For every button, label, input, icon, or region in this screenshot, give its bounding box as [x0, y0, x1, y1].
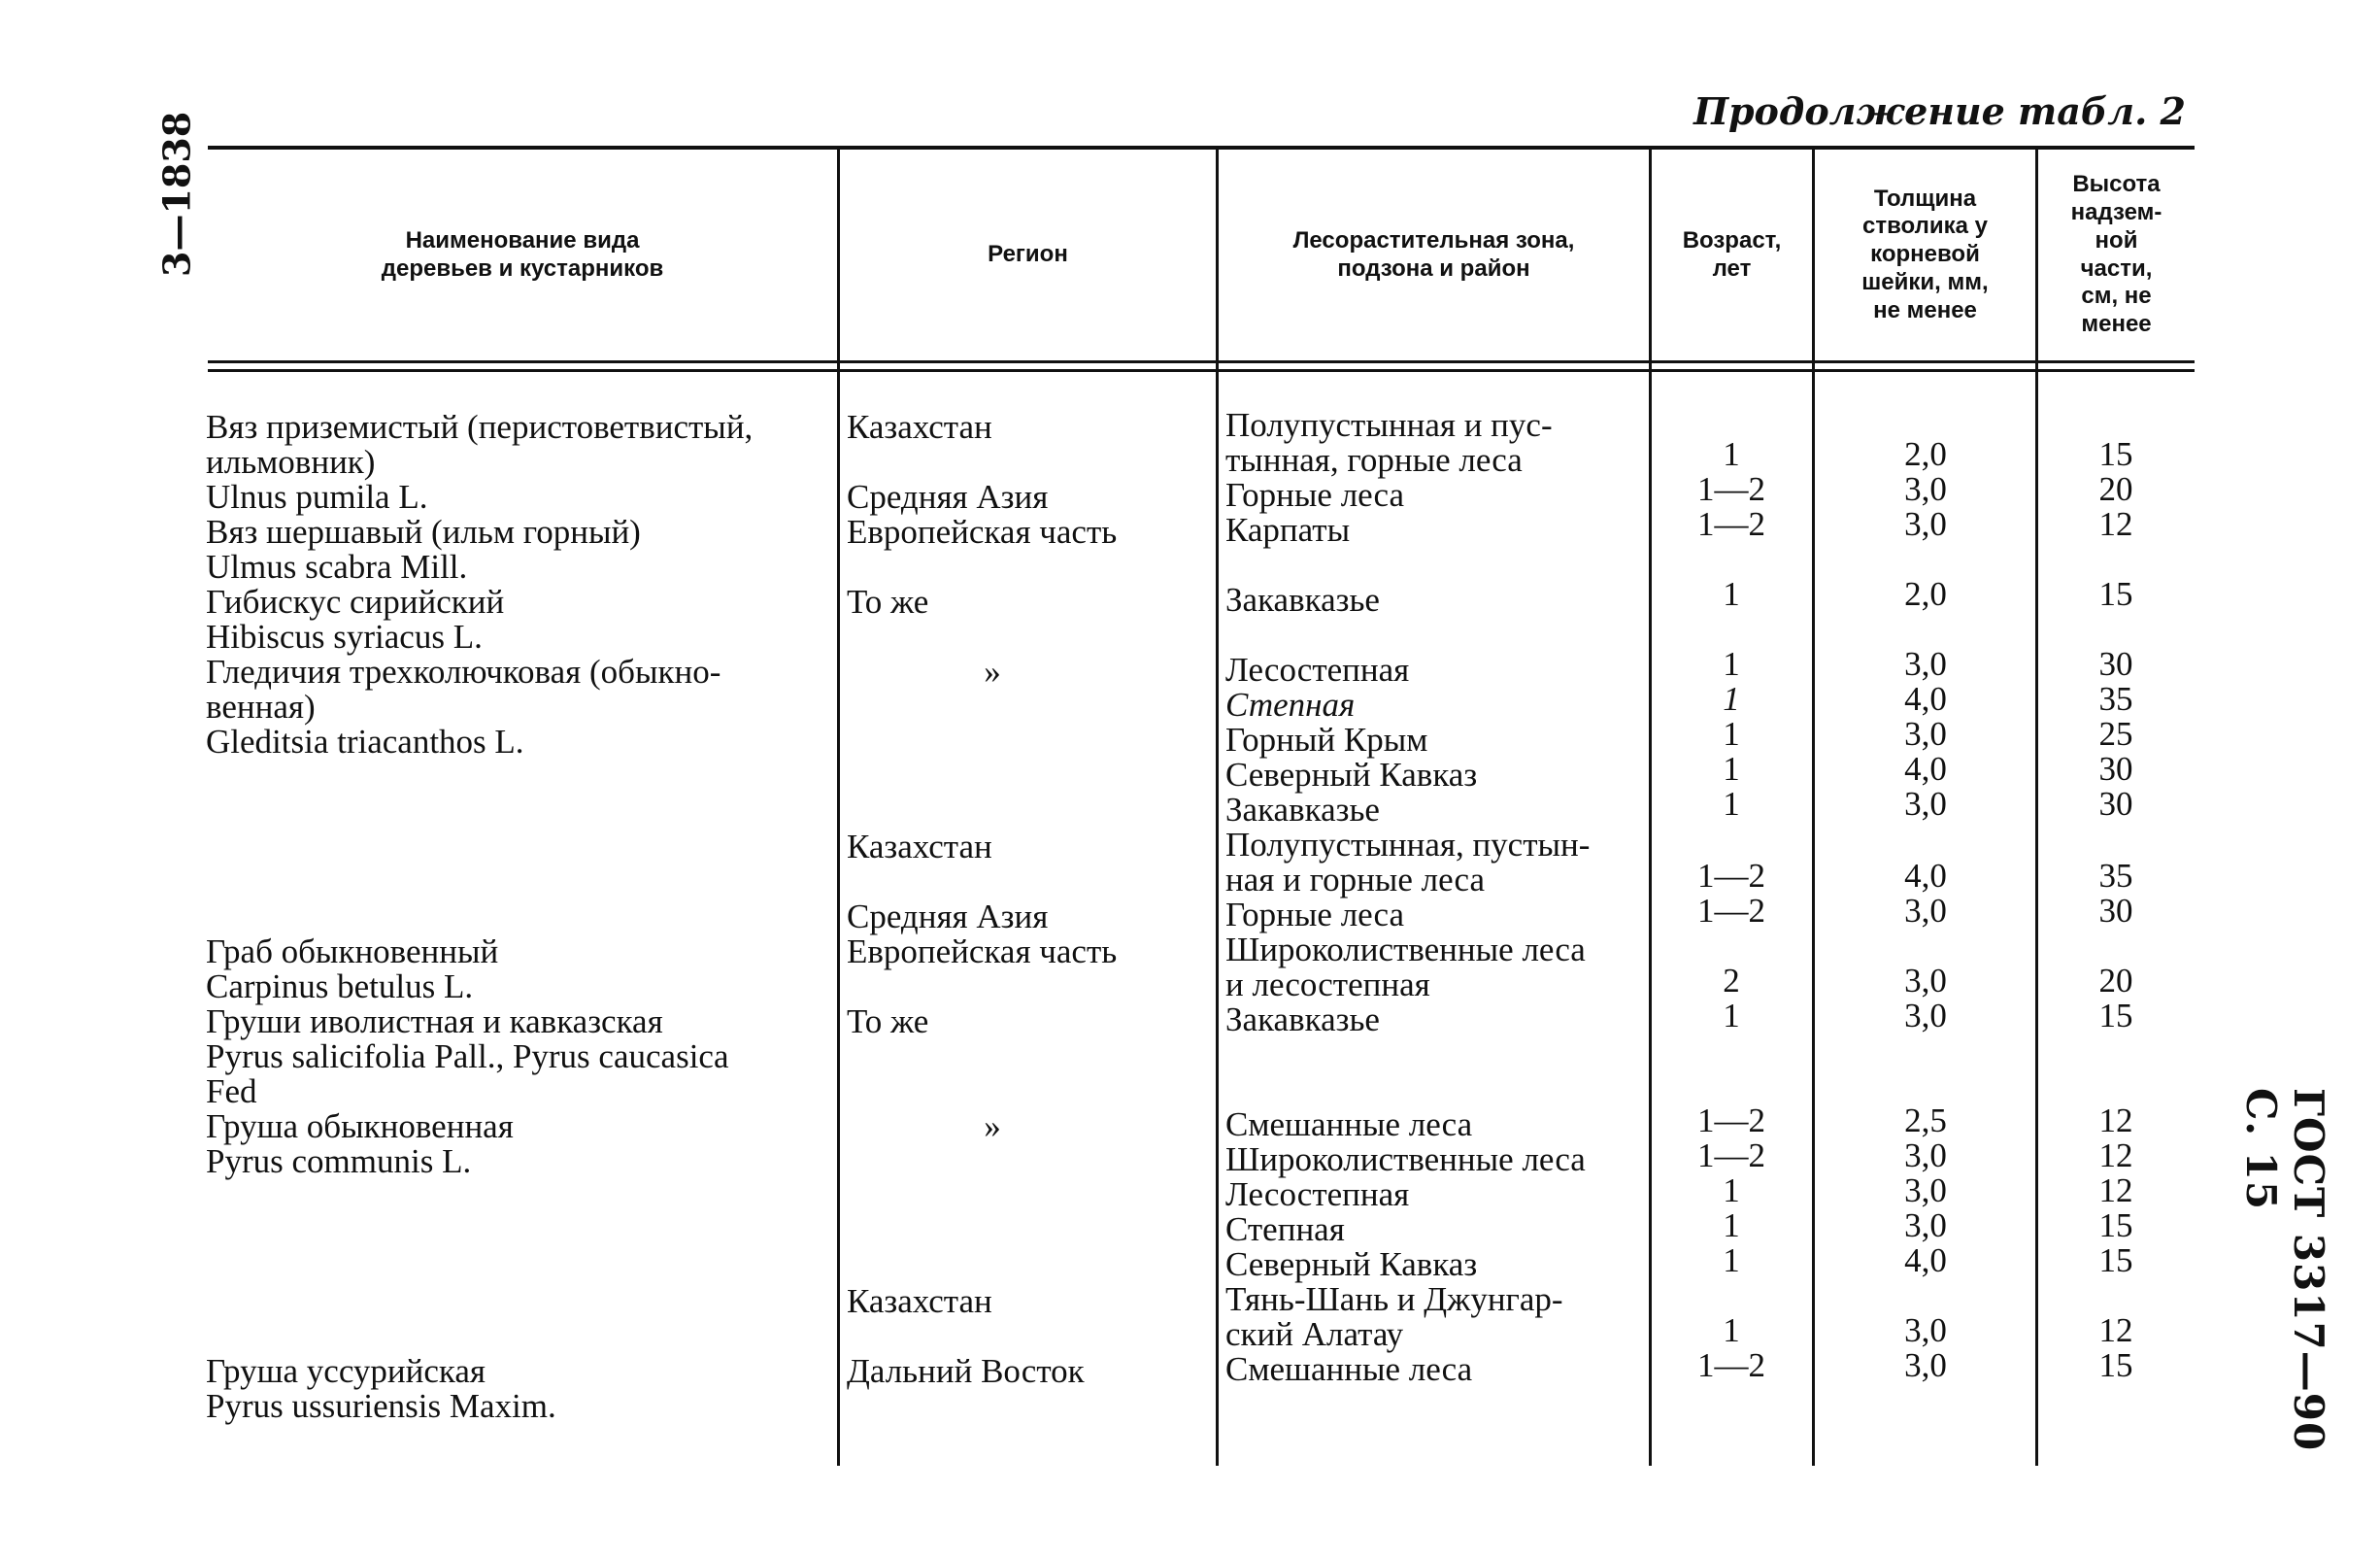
zone-cell: ная и горные леса — [1225, 861, 1485, 898]
thickness-cell: 3,0 — [1904, 1136, 1947, 1174]
height-cell: 15 — [2098, 1206, 2133, 1244]
age-cell: 1—2 — [1697, 1346, 1765, 1384]
species-name-line: Pyrus salicifolia Pall., Pyrus caucasica — [206, 1037, 729, 1075]
region-cell: Казахстан — [847, 408, 992, 446]
age-cell: 1 — [1723, 1171, 1740, 1209]
age-cell: 1 — [1723, 435, 1740, 473]
age-cell: 1 — [1723, 997, 1740, 1034]
age-cell: 1—2 — [1697, 892, 1765, 930]
species-name-line: Граб обыкновенный — [206, 932, 499, 970]
height-cell: 12 — [2098, 505, 2133, 543]
height-cell: 35 — [2098, 680, 2133, 718]
zone-cell: Полупустынная и пус- — [1225, 406, 1553, 444]
species-name-line: Hibiscus syriacus L. — [206, 618, 483, 656]
species-name-line: Carpinus betulus L. — [206, 967, 474, 1005]
region-cell: Средняя Азия — [847, 478, 1049, 516]
age-cell: 1—2 — [1697, 857, 1765, 895]
age-cell: 1 — [1723, 715, 1740, 753]
height-cell: 15 — [2098, 435, 2133, 473]
thickness-cell: 3,0 — [1904, 1311, 1947, 1349]
age-cell: 1 — [1723, 575, 1740, 613]
region-cell: То же — [847, 583, 929, 621]
age-cell: 1—2 — [1697, 1136, 1765, 1174]
height-cell: 35 — [2098, 857, 2133, 895]
zone-cell: Горный Крым — [1225, 721, 1428, 759]
species-name-line: Гибискус сирийский — [206, 583, 505, 621]
species-name-line: Pyrus ussuriensis Maxim. — [206, 1387, 556, 1425]
zone-cell: Закавказье — [1225, 791, 1380, 829]
header-age: Возраст, лет — [1682, 226, 1782, 282]
species-name-line: Ulnus pumila L. — [206, 478, 428, 516]
age-cell: 1 — [1723, 1311, 1740, 1349]
height-cell: 25 — [2098, 715, 2133, 753]
region-cell: Европейская часть — [847, 932, 1118, 970]
header-bottom-rule — [208, 360, 2195, 363]
age-cell: 1 — [1723, 680, 1740, 718]
zone-cell: Степная — [1225, 686, 1356, 724]
thickness-cell: 4,0 — [1904, 857, 1947, 895]
species-name-line: Fed — [206, 1072, 257, 1110]
age-cell: 1 — [1723, 750, 1740, 788]
height-cell: 12 — [2098, 1136, 2133, 1174]
zone-cell: Северный Кавказ — [1225, 756, 1478, 794]
thickness-cell: 3,0 — [1904, 1206, 1947, 1244]
thickness-cell: 3,0 — [1904, 715, 1947, 753]
thickness-cell: 4,0 — [1904, 750, 1947, 788]
species-name-line: Pyrus communis L. — [206, 1142, 472, 1180]
thickness-cell: 2,5 — [1904, 1101, 1947, 1139]
height-cell: 30 — [2098, 750, 2133, 788]
region-cell: Казахстан — [847, 828, 992, 865]
age-cell: 1—2 — [1697, 470, 1765, 508]
zone-cell: Северный Кавказ — [1225, 1245, 1478, 1283]
header-species-name: Наименование вида деревьев и кустарников — [381, 226, 664, 282]
age-cell: 1 — [1723, 1206, 1740, 1244]
species-name-line: Груша уссурийская — [206, 1352, 486, 1390]
zone-cell: ский Алатау — [1225, 1315, 1404, 1353]
thickness-cell: 2,0 — [1904, 435, 1947, 473]
header-forest-zone: Лесорастительная зона, подзона и район — [1292, 226, 1575, 282]
zone-cell: Горные леса — [1225, 476, 1405, 514]
height-cell: 30 — [2098, 892, 2133, 930]
zone-cell: тынная, горные леса — [1225, 441, 1523, 479]
table-continuation-title: Продолжение табл. 2 — [1693, 89, 2186, 133]
header-height: Высота надзем- ной части, см, не менее — [2070, 171, 2162, 338]
height-cell: 20 — [2098, 470, 2133, 508]
species-name-line: Вяз приземистый (перистоветвистый, — [206, 408, 754, 446]
age-cell: 2 — [1723, 962, 1740, 1000]
zone-cell: Закавказье — [1225, 581, 1380, 619]
height-cell: 12 — [2098, 1101, 2133, 1139]
zone-cell: Широколиственные леса — [1225, 931, 1586, 968]
region-cell: » — [984, 653, 1001, 691]
thickness-cell: 3,0 — [1904, 997, 1947, 1034]
species-name-line: Гледичия трехколючковая (обыкно- — [206, 653, 721, 691]
zone-cell: Горные леса — [1225, 896, 1405, 933]
thickness-cell: 3,0 — [1904, 470, 1947, 508]
thickness-cell: 4,0 — [1904, 680, 1947, 718]
height-cell: 12 — [2098, 1171, 2133, 1209]
height-cell: 15 — [2098, 575, 2133, 613]
species-name-line: Вяз шершавый (ильм горный) — [206, 513, 641, 551]
page-marker: 3—1838 — [154, 111, 199, 278]
zone-cell: Степная — [1225, 1210, 1345, 1248]
header-region: Регион — [988, 241, 1068, 268]
region-cell: Казахстан — [847, 1282, 992, 1320]
region-cell: » — [984, 1107, 1001, 1145]
region-cell: Дальний Восток — [847, 1352, 1085, 1390]
age-cell: 1 — [1723, 785, 1740, 823]
species-name-line: ильмовник) — [206, 443, 376, 481]
age-cell: 1—2 — [1697, 1101, 1765, 1139]
species-name-line: венная) — [206, 688, 316, 726]
standard-reference: ГОСТ 3317—90 С. 15 — [2237, 1088, 2332, 1452]
height-cell: 15 — [2098, 1241, 2133, 1279]
region-cell: Средняя Азия — [847, 898, 1049, 935]
zone-cell: Карпаты — [1225, 511, 1351, 549]
age-cell: 1 — [1723, 1241, 1740, 1279]
header-stem-thickness: Толщина стволика у корневой шейки, мм, не менее — [1861, 185, 1989, 323]
thickness-cell: 4,0 — [1904, 1241, 1947, 1279]
height-cell: 15 — [2098, 1346, 2133, 1384]
species-name-line: Груша обыкновенная — [206, 1107, 514, 1145]
zone-cell: Полупустынная, пустын- — [1225, 826, 1591, 864]
zone-cell: Смешанные леса — [1225, 1105, 1473, 1143]
height-cell: 30 — [2098, 645, 2133, 683]
age-cell: 1 — [1723, 645, 1740, 683]
height-cell: 20 — [2098, 962, 2133, 1000]
thickness-cell: 3,0 — [1904, 892, 1947, 930]
height-cell: 30 — [2098, 785, 2133, 823]
zone-cell: Тянь-Шань и Джунгар- — [1225, 1280, 1563, 1318]
zone-cell: и лесостепная — [1225, 966, 1430, 1003]
thickness-cell: 2,0 — [1904, 575, 1947, 613]
zone-cell: Лесостепная — [1225, 1175, 1410, 1213]
species-name-line: Gleditsia triacanthos L. — [206, 723, 524, 761]
thickness-cell: 3,0 — [1904, 785, 1947, 823]
height-cell: 12 — [2098, 1311, 2133, 1349]
height-cell: 15 — [2098, 997, 2133, 1034]
species-name-line: Груши иволистная и кавказская — [206, 1002, 663, 1040]
thickness-cell: 3,0 — [1904, 505, 1947, 543]
zone-cell: Лесостепная — [1225, 651, 1410, 689]
region-cell: Европейская часть — [847, 513, 1118, 551]
zone-cell: Смешанные леса — [1225, 1350, 1473, 1388]
header-bottom-rule-2 — [208, 369, 2195, 372]
thickness-cell: 3,0 — [1904, 645, 1947, 683]
thickness-cell: 3,0 — [1904, 1346, 1947, 1384]
age-cell: 1—2 — [1697, 505, 1765, 543]
region-cell: То же — [847, 1002, 929, 1040]
zone-cell: Закавказье — [1225, 1000, 1380, 1038]
species-name-line: Ulmus scabra Mill. — [206, 548, 468, 586]
thickness-cell: 3,0 — [1904, 1171, 1947, 1209]
thickness-cell: 3,0 — [1904, 962, 1947, 1000]
zone-cell: Широколиственные леса — [1225, 1140, 1586, 1178]
